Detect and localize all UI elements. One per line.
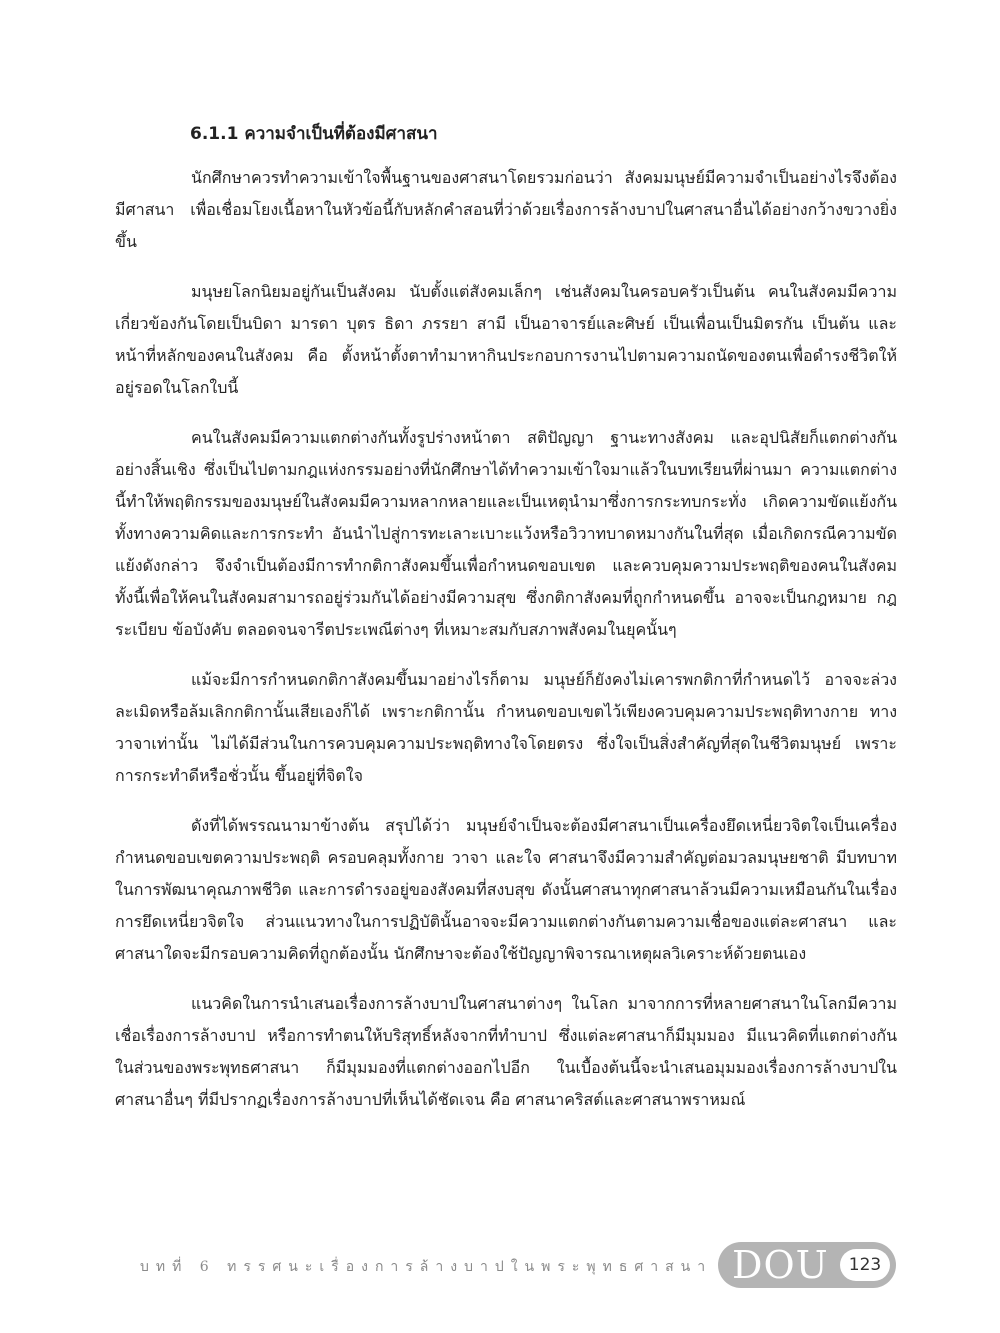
dou-logo: DOU (732, 1243, 829, 1287)
footer-badge (718, 1242, 896, 1288)
section-heading: 6.1.1 ความจำเป็นที่ต้องมีศาสนา (190, 124, 438, 144)
paragraph-6: แนวคิดในการนำเสนอเรื่องการล้างบาปในศาสนาต่างๆ ในโลก มาจากการที่หลายศาสนาในโลกมีความเชื่อเรื่องการล้างบาป หรือการทำตนให้บริสุทธิ์หลังจากที่ทำบาป ซึ่งแต่ละศาสนาก็มีมุมมอง มีแนวคิดที่แตกต่างกัน ในส่วนของพระพุทธศาสนา ก็มีมุมมองที่แตกต่างออกไปอีก ในเบื้องต้นนี้จะนำเสนอมุมมองเรื่องการล้างบาปในศาสนาอื่นๆ ที่มีปรากฏเรื่องการล้างบาปที่เห็นได้ชัดเจน คือ ศาสนาคริสต์และศาสนาพราหมณ์ (115, 994, 897, 1109)
footer-chapter-title: บทที่ 6 ทรรศนะเรื่องการล้างบาปในพระพุทธศาสนา (140, 1259, 713, 1275)
paragraph-4: แม้จะมีการกำหนดกติกาสังคมขึ้นมาอย่างไรก็ตาม มนุษย์ก็ยังคงไม่เคารพกติกาที่กำหนดไว้ อาจจะล่วงละเมิดหรือล้มเลิกกติกานั้นเสียเองก็ได้ เพราะกติกานั้น กำหนดขอบเขตไว้เพียงควบคุมความประพฤติทางกาย ทางวาจาเท่านั้น ไม่ได้มีส่วนในการควบคุมความประพฤติทางใจโดยตรง ซึ่งใจเป็นสิ่งสำคัญที่สุดในชีวิตมนุษย์ เพราะการกระทำดีหรือชั่วนั้น ขึ้นอยู่ที่จิตใจ (115, 670, 897, 785)
paragraph-1: นักศึกษาควรทำความเข้าใจพื้นฐานของศาสนาโดยรวมก่อนว่า สังคมมนุษย์มีความจำเป็นอย่างไรจึงต้องมีศาสนา เพื่อเชื่อมโยงเนื้อหาในหัวข้อนี้กับหลักคำสอนที่ว่าด้วยเรื่องการล้างบาปในศาสนาอื่นได้อย่างกว้างขวางยิ่งขึ้น (115, 168, 897, 251)
page-footer (0, 1240, 1000, 1290)
paragraph-3: คนในสังคมมีความแตกต่างกันทั้งรูปร่างหน้าตา สติปัญญา ฐานะทางสังคม และอุปนิสัยก็แตกต่างกันอย่างสิ้นเชิง ซึ่งเป็นไปตามกฎแห่งกรรมอย่างที่นักศึกษาได้ทำความเข้าใจมาแล้วในบทเรียนที่ผ่านมา ความแตกต่างนี้ทำให้พฤติกรรมของมนุษย์ในสังคมมีความหลากหลายและเป็นเหตุนำมาซึ่งการกระทบกระทั่ง เกิดความขัดแย้งกันทั้งทางความคิดและการกระทำ อันนำไปสู่การทะเลาะเบาะแว้งหรือวิวาทบาดหมางกันในที่สุด เมื่อเกิดกรณีความขัดแย้งดังกล่าว จึงจำเป็นต้องมีการทำกติกาสังคมขึ้นเพื่อกำหนดขอบเขต และควบคุมความประพฤติของคนในสังคม ทั้งนี้เพื่อให้คนในสังคมสามารถอยู่ร่วมกันได้อย่างมีความสุข ซึ่งกติกาสังคมที่ถูกกำหนดขึ้น อาจจะเป็นกฎหมาย กฎระเบียบ ข้อบังคับ ตลอดจนจารีตประเพณีต่างๆ ที่เหมาะสมกับสภาพสังคมในยุคนั้นๆ (115, 428, 897, 639)
paragraph-5: ดังที่ได้พรรณนามาข้างต้น สรุปได้ว่า มนุษย์จำเป็นจะต้องมีศาสนาเป็นเครื่องยึดเหนี่ยวจิตใจเป็นเครื่องกำหนดขอบเขตความประพฤติ ครอบคลุมทั้งกาย วาจา และใจ ศาสนาจึงมีความสำคัญต่อมวลมนุษยชาติ มีบทบาทในการพัฒนาคุณภาพชีวิต และการดำรงอยู่ของสังคมที่สงบสุข ดังนั้นศาสนาทุกศาสนาล้วนมีความเหมือนกันในเรื่องการยึดเหนี่ยวจิตใจ ส่วนแนวทางในการปฏิบัตินั้นอาจจะมีความแตกต่างกันตามความเชื่อของแต่ละศาสนา และศาสนาใดจะมีกรอบความคิดที่ถูกต้องนั้น นักศึกษาจะต้องใช้ปัญญาพิจารณาเหตุผลวิเคราะห์ด้วยตนเอง (115, 816, 897, 963)
page-number: 123 (840, 1249, 890, 1281)
body-text (115, 162, 897, 1134)
paragraph-2: มนุษยโลกนิยมอยู่กันเป็นสังคม นับตั้งแต่สังคมเล็กๆ เช่นสังคมในครอบครัวเป็นต้น คนในสังคมมีความเกี่ยวข้องกันโดยเป็นบิดา มารดา บุตร ธิดา ภรรยา สามี เป็นอาจารย์และศิษย์ เป็นเพื่อนเป็นมิตรกัน เป็นต้น และหน้าที่หลักของคนในสังคม คือ ตั้งหน้าตั้งตาทำมาหากินประกอบการงานไปตามความถนัดของตนเพื่อดำรงชีวิตให้อยู่รอดในโลกใบนี้ (115, 282, 897, 397)
